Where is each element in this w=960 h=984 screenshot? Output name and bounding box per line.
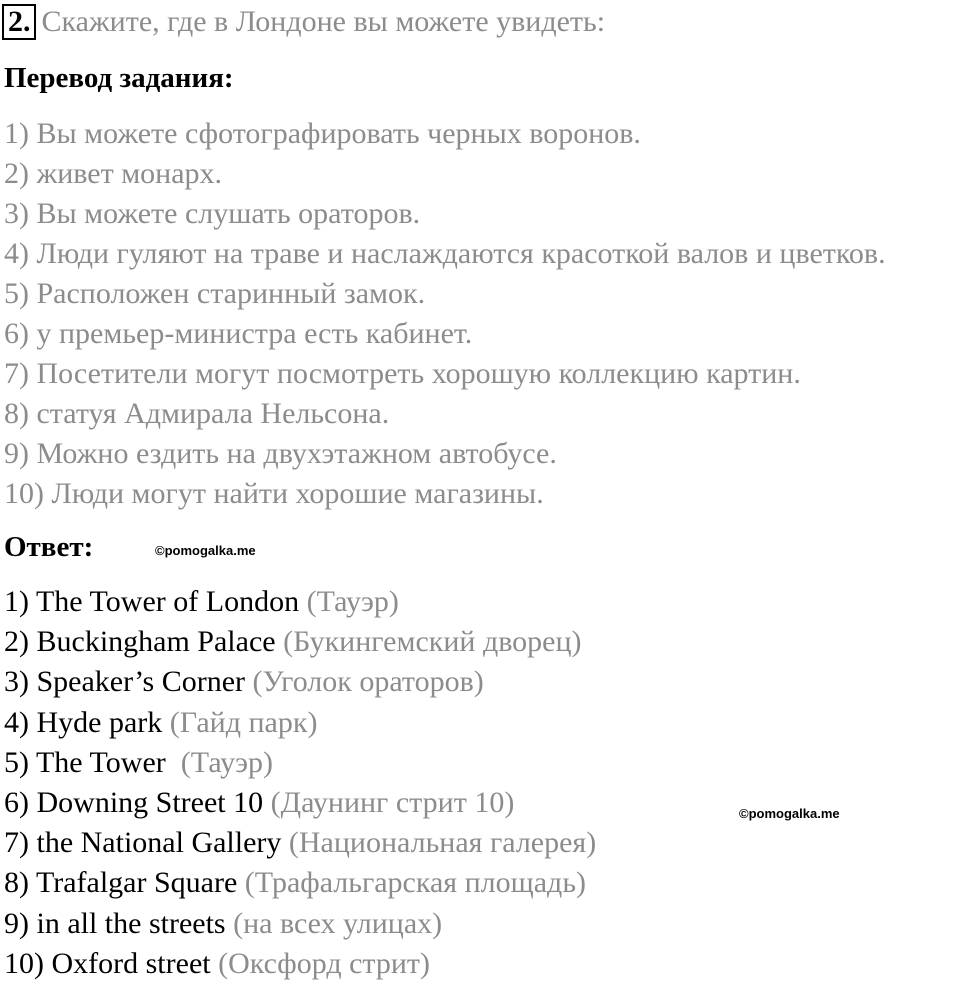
- translation-item: 2) живет монарх.: [4, 157, 223, 190]
- answer-item: [4, 582, 596, 622]
- answer-item: [4, 703, 596, 743]
- translation-item: 9) Можно ездить на двухэтажном автобусе.: [4, 437, 557, 470]
- answer-russian: (на всех улицах): [233, 906, 443, 940]
- answer-english: 7) the National Gallery: [4, 826, 289, 860]
- answer-item: [4, 743, 596, 783]
- answer-russian: (Уголок ораторов): [252, 665, 484, 699]
- watermark: ©pomogalka.me: [739, 806, 840, 821]
- translation-item: 7) Посетители могут посмотреть хорошую коллекцию картин.: [4, 357, 801, 390]
- answer-english: 4) Hyde park: [4, 705, 170, 739]
- answer-english: 2) Buckingham Palace: [4, 625, 284, 659]
- answer-russian: (Национальная галерея): [288, 826, 597, 860]
- answer-english: 6) Downing Street 10: [4, 785, 271, 819]
- answer-russian: (Тауэр): [180, 745, 273, 779]
- answer-item: [4, 662, 596, 702]
- answer-russian: (Букингемский дворец): [283, 625, 582, 659]
- task-number: 2.: [2, 4, 36, 40]
- answer-english: 9) in all the streets: [4, 906, 234, 940]
- answer-russian: (Тауэр): [306, 585, 399, 618]
- answer-item: [4, 863, 596, 903]
- answer-item: [4, 622, 596, 662]
- translation-item: 6) у премьер-министра есть кабинет.: [4, 317, 473, 350]
- translation-item: 10) Люди могут найти хорошие магазины.: [4, 477, 544, 510]
- answer-russian: (Даунинг стрит 10): [270, 785, 515, 819]
- translation-item: 5) Расположен старинный замок.: [4, 277, 426, 310]
- answer-english: 10) Oxford street: [4, 946, 219, 980]
- translation-title: Перевод задания:: [4, 62, 234, 94]
- answer-item: [4, 944, 596, 984]
- translation-list: [4, 114, 886, 514]
- answer-list: [4, 582, 596, 984]
- answer-english: 1) The Tower of London: [4, 585, 307, 618]
- translation-item: 8) статуя Адмирала Нельсона.: [4, 397, 390, 430]
- answer-russian: (Оксфорд стрит): [218, 946, 431, 980]
- answer-item: [4, 783, 596, 823]
- answer-item: [4, 904, 596, 944]
- translation-item: 3) Вы можете слушать ораторов.: [4, 197, 421, 230]
- watermark: ©pomogalka.me: [155, 543, 256, 558]
- answer-english: 5) The Tower: [4, 745, 181, 779]
- answer-russian: (Трафальгарская площадь): [244, 866, 586, 900]
- task-text: Скажите, где в Лондоне вы можете увидеть:: [41, 5, 606, 38]
- answer-russian: (Гайд парк): [169, 705, 318, 739]
- answer-english: 3) Speaker’s Corner: [4, 665, 253, 699]
- answer-item: [4, 823, 596, 863]
- answer-title: Ответ:: [4, 531, 94, 563]
- answer-english: 8) Trafalgar Square: [4, 866, 245, 900]
- task-header: [2, 2, 605, 42]
- translation-item: 4) Люди гуляют на траве и наслаждаются красоткой валов и цветков.: [4, 237, 886, 270]
- translation-item: 1) Вы можете сфотографировать черных воронов.: [4, 117, 641, 150]
